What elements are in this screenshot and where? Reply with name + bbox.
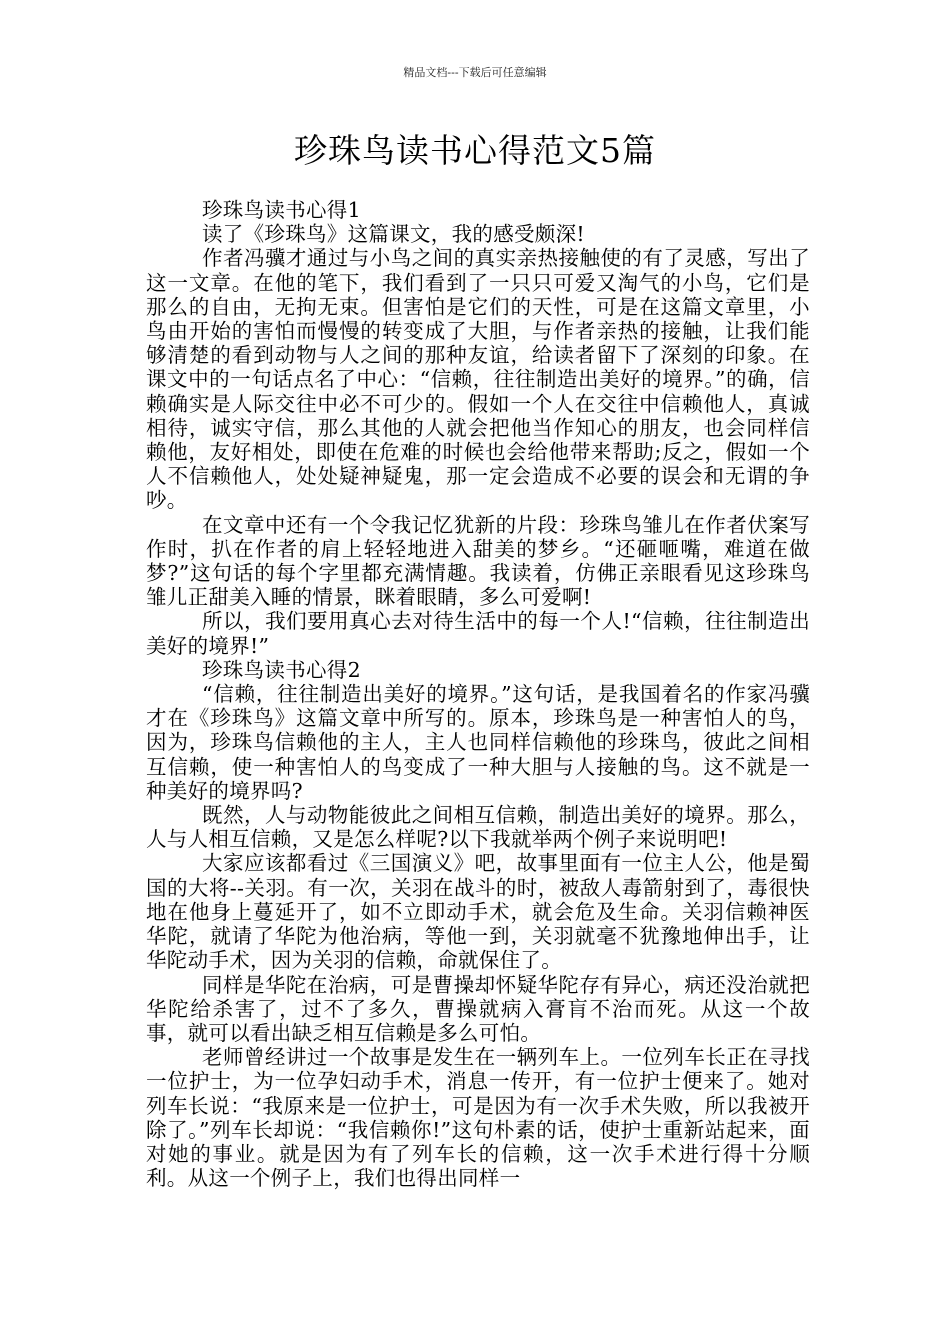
header-note: 精品文档---下载后可任意编辑: [403, 66, 547, 79]
section-heading-2: 珍珠鸟读书心得2: [202, 657, 361, 682]
paragraph: “信赖，往往制造出美好的境界。”这句话，是我国着名的作家冯骥才在《珍珠鸟》这篇文章中所写的。原本，珍珠鸟是一种害怕人的鸟，因为，珍珠鸟信赖他的主人，主人也同样信赖他的珍珠鸟，彼此之间相互信赖，使一种害怕人的鸟变成了一种大胆与人接触的鸟。这不就是一种美好的境界吗?: [146, 682, 810, 803]
document-title: 珍珠鸟读书心得范文5篇: [294, 131, 656, 170]
paragraph: 同样是华陀在治病，可是曹操却怀疑华陀存有异心，病还没治就把华陀给杀害了，过不了多久，曹操就病入膏肓不治而死。从这一个故事，就可以看出缺乏相互信赖是多么可怕。: [146, 972, 810, 1045]
paragraph: 大家应该都看过《三国演义》吧，故事里面有一位主人公，他是蜀国的大将--关羽。有一次，关羽在战斗的时，被敌人毒箭射到了，毒很快地在他身上蔓延开了，如不立即动手术，就会危及生命。关羽信赖神医华陀，就请了华陀为他治病，等他一到，关羽就毫不犹豫地伸出手，让华陀动手术，因为关羽的信赖，命就保住了。: [146, 851, 810, 973]
document-body: [146, 198, 810, 1190]
section-heading-1: 珍珠鸟读书心得1: [202, 198, 361, 222]
paragraph: 作者冯骥才通过与小鸟之间的真实亲热接触使的有了灵感，写出了这一文章。在他的笔下，我们看到了一只只可爱又淘气的小鸟，它们是那么的自由，无拘无束。但害怕是它们的天性，可是在这篇文章里，小鸟由开始的害怕而慢慢的转变成了大胆，与作者亲热的接触，让我们能够清楚的看到动物与人之间的那种友谊，给读者留下了深刻的印象。在课文中的一句话点名了中心：“信赖，往往制造出美好的境界。”的确，信赖确实是人际交往中必不可少的。假如一个人在交往中信赖他人，真诚相待，诚实守信，那么其他的人就会把他当作知心的朋友，也会同样信赖他，友好相处，即使在危难的时候也会给他带来帮助;反之，假如一个人不信赖他人，处处疑神疑鬼，那一定会造成不必要的误会和无谓的争吵。: [146, 246, 810, 513]
paragraph: 在文章中还有一个令我记忆犹新的片段：珍珠鸟雏儿在作者伏案写作时，扒在作者的肩上轻轻地进入甜美的梦乡。“还砸咂嘴，难道在做梦?”这句话的每个字里都充满情趣。我读着，仿佛正亲眼看见这珍珠鸟雏儿正甜美入睡的情景，眯着眼睛，多么可爱啊!: [146, 512, 810, 610]
paragraph: 读了《珍珠鸟》这篇课文，我的感受颇深!: [202, 222, 585, 247]
paragraph: 老师曾经讲过一个故事是发生在一辆列车上。一位列车长正在寻找一位护士，为一位孕妇动手术，消息一传开，有一位护士便来了。她对列车长说：“我原来是一位护士，可是因为有一次手术失败，所以我被开除了。”列车长却说：“我信赖你!”这句朴素的话，使护士重新站起来，面对她的事业。就是因为有了列车长的信赖，这一次手术进行得十分顺利。从这一个例子上，我们也得出同样一: [146, 1045, 810, 1191]
paragraph: 所以，我们要用真心去对待生活中的每一个人!“信赖，往往制造出美好的境界!”: [146, 609, 810, 658]
paragraph: 既然，人与动物能彼此之间相互信赖，制造出美好的境界。那么，人与人相互信赖，又是怎么样呢?以下我就举两个例子来说明吧!: [146, 803, 810, 852]
